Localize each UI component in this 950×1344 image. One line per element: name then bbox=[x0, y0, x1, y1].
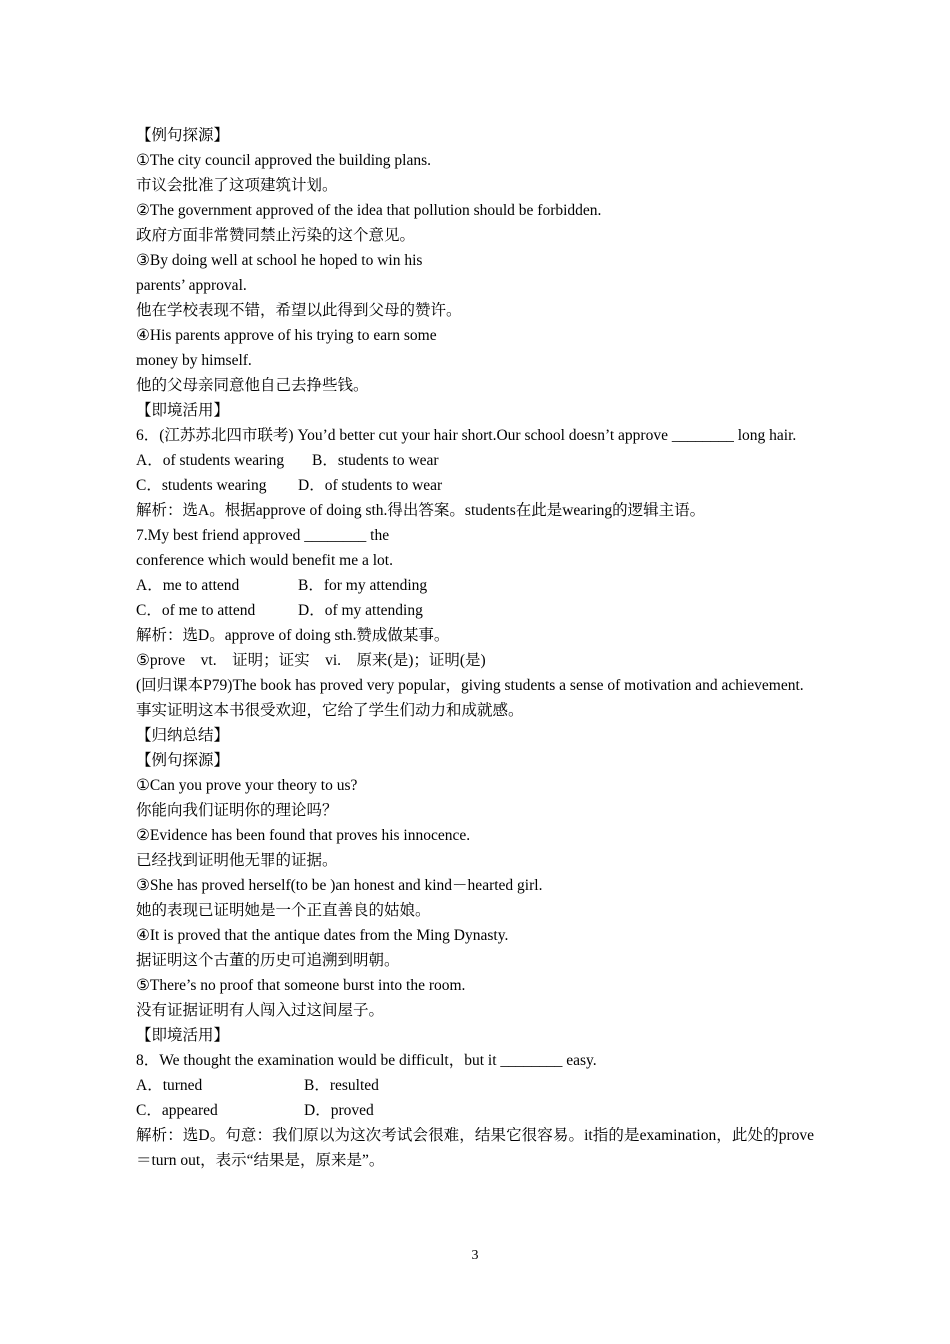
example-translation: 据证明这个古董的历史可追溯到明朝。 bbox=[136, 952, 400, 969]
question-8-analysis: 解析：选D。句意：我们原以为这次考试会很难，结果它很容易。it指的是examination，此处的prove＝turn out，表示“结果是，原来是”。 bbox=[136, 1127, 814, 1169]
example-translation: 她的表现已证明她是一个正直善良的姑娘。 bbox=[136, 902, 431, 919]
example-sentence: ①Can you prove your theory to us? bbox=[136, 777, 358, 794]
example-translation: 他在学校表现不错，希望以此得到父母的赞许。 bbox=[136, 302, 462, 319]
example-translation: 市议会批准了这项建筑计划。 bbox=[136, 177, 338, 194]
question-6-analysis: 解析：选A。根据approve of doing sth.得出答案。students在此是wearing的逻辑主语。 bbox=[136, 502, 706, 519]
question-7-options-row-1 bbox=[136, 573, 814, 598]
option-d: D．of my attending bbox=[298, 602, 423, 619]
question-8-options-row-2 bbox=[136, 1098, 814, 1123]
example-sentence: ②Evidence has been found that proves his innocence. bbox=[136, 827, 471, 844]
page-content bbox=[136, 123, 814, 1173]
example-sentence-continued: parents’ approval. bbox=[136, 277, 247, 294]
example-translation: 你能向我们证明你的理论吗？ bbox=[136, 802, 338, 819]
section-heading-examples: 【例句探源】 bbox=[136, 127, 230, 144]
question-7-options-row-2 bbox=[136, 598, 814, 623]
question-6-stem: 6．(江苏苏北四市联考) You’d better cut your hair short.Our school doesn’t approve ________ long hair. bbox=[136, 427, 797, 444]
question-7-stem: 7.My best friend approved ________ the bbox=[136, 527, 390, 544]
section-heading-practice: 【即境活用】 bbox=[136, 402, 230, 419]
example-translation: 没有证据证明有人闯入过这间屋子。 bbox=[136, 1002, 385, 1019]
option-c: C．appeared bbox=[136, 1102, 218, 1119]
example-sentence: ②The government approved of the idea that pollution should be forbidden. bbox=[136, 202, 602, 219]
page-number: 3 bbox=[471, 1248, 479, 1263]
question-8-options-row-1 bbox=[136, 1073, 814, 1098]
section-heading-practice: 【即境活用】 bbox=[136, 1027, 230, 1044]
vocab-prove-heading: ⑤prove vt. 证明；证实 vi. 原来(是)；证明(是) bbox=[136, 652, 486, 669]
example-sentence: ③She has proved herself(to be )an honest and kind－hearted girl. bbox=[136, 877, 543, 894]
option-a: A．of students wearing bbox=[136, 452, 285, 469]
question-6-options-row-2 bbox=[136, 473, 814, 498]
question-7-stem-continued: conference which would benefit me a lot. bbox=[136, 552, 393, 569]
question-8-stem: 8．We thought the examination would be difficult，but it ________ easy. bbox=[136, 1052, 597, 1069]
section-heading-summary: 【归纳总结】 bbox=[136, 727, 230, 744]
example-sentence-continued: money by himself. bbox=[136, 352, 252, 369]
vocab-prove-textbook-sentence: (回归课本P79)The book has proved very popular，giving students a sense of motivation and achievement. bbox=[136, 677, 804, 694]
vocab-prove-translation: 事实证明这本书很受欢迎，它给了学生们动力和成就感。 bbox=[136, 702, 524, 719]
option-a: A．me to attend bbox=[136, 577, 240, 594]
example-translation: 他的父母亲同意他自己去挣些钱。 bbox=[136, 377, 369, 394]
example-sentence: ④It is proved that the antique dates from the Ming Dynasty. bbox=[136, 927, 509, 944]
option-c: C．of me to attend bbox=[136, 602, 256, 619]
question-6-options-row-1 bbox=[136, 448, 814, 473]
option-d: D．of students to wear bbox=[298, 477, 443, 494]
option-d: D．proved bbox=[304, 1102, 374, 1119]
option-b: B．students to wear bbox=[312, 452, 439, 469]
example-sentence: ④His parents approve of his trying to earn some bbox=[136, 327, 437, 344]
option-a: A．turned bbox=[136, 1077, 203, 1094]
example-sentence: ①The city council approved the building plans. bbox=[136, 152, 431, 169]
section-heading-examples: 【例句探源】 bbox=[136, 752, 230, 769]
example-sentence: ⑤There’s no proof that someone burst into the room. bbox=[136, 977, 466, 994]
example-translation: 政府方面非常赞同禁止污染的这个意见。 bbox=[136, 227, 416, 244]
option-b: B．resulted bbox=[304, 1077, 379, 1094]
example-translation: 已经找到证明他无罪的证据。 bbox=[136, 852, 338, 869]
option-c: C．students wearing bbox=[136, 477, 267, 494]
option-b: B．for my attending bbox=[298, 577, 428, 594]
example-sentence: ③By doing well at school he hoped to win his bbox=[136, 252, 423, 269]
question-7-analysis: 解析：选D。approve of doing sth.赞成做某事。 bbox=[136, 627, 450, 644]
